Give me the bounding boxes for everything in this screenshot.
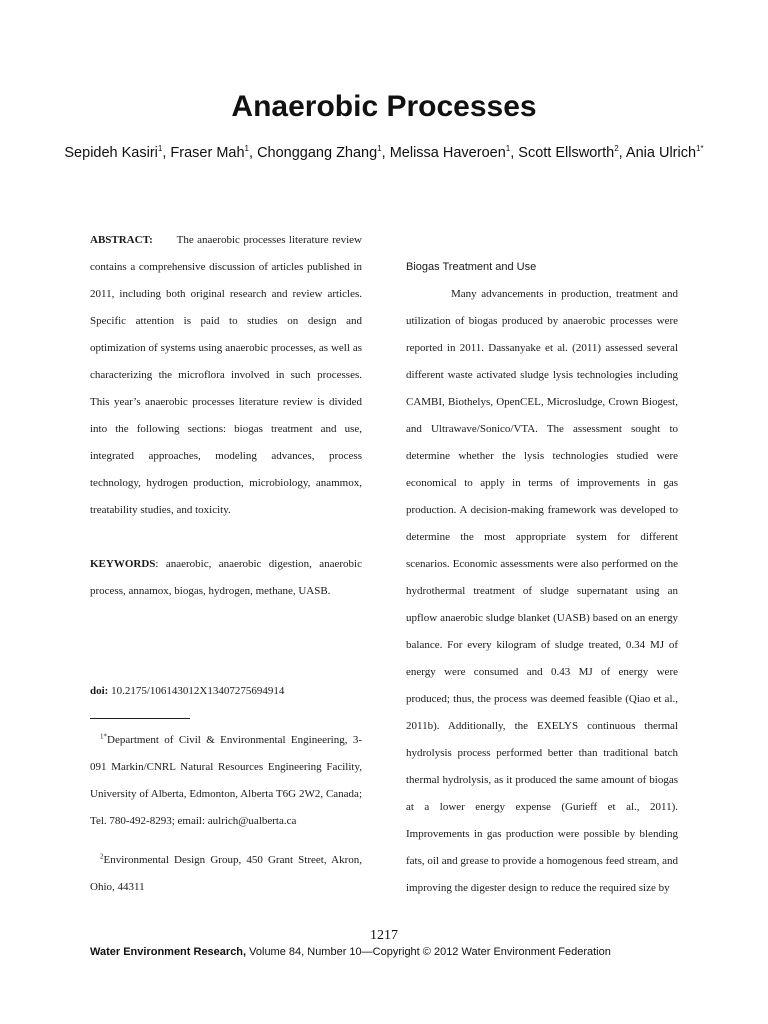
author-affiliation-mark: 1 bbox=[377, 144, 382, 154]
journal-footer bbox=[90, 946, 611, 958]
affiliation-mark: 1* bbox=[100, 732, 107, 741]
author-name: Scott Ellsworth bbox=[518, 145, 615, 161]
keywords bbox=[90, 551, 362, 605]
page-number: 1217 bbox=[370, 928, 398, 943]
keywords-label: KEYWORDS bbox=[90, 558, 156, 570]
author-name: Fraser Mah bbox=[170, 145, 245, 161]
affiliation-mark: 2 bbox=[100, 852, 104, 861]
author-affiliation-mark: 2 bbox=[614, 144, 619, 154]
author-affiliation-mark: 1 bbox=[505, 144, 511, 154]
author-list: Sepideh Kasiri$^1$, Fraser Mah$^1$, Chonggang Zhang$^1$, Melissa Haveroen$^1$, Scott Ellsworth$^2$, Ania Ulrich$^{1*}$ bbox=[64, 144, 704, 161]
author-name: Melissa Haveroen bbox=[389, 145, 506, 161]
author-name: Chonggang Zhang bbox=[257, 145, 378, 161]
author-affiliation-mark: 1 bbox=[157, 144, 163, 154]
keywords-text: : anaerobic, anaerobic digestion, anaerobic process, annamox, biogas, hydrogen, methane, UASB. bbox=[90, 558, 362, 597]
author-name: Sepideh Kasiri bbox=[64, 145, 158, 161]
section-heading: Biogas Treatment and Use bbox=[406, 261, 537, 273]
journal-name: Water Environment Research, bbox=[90, 946, 247, 958]
affiliation-text: Environmental Design Group, 450 Grant Street, Akron, Ohio, 44311 bbox=[90, 854, 362, 893]
author-affiliation-mark: 1* bbox=[696, 144, 704, 154]
abstract-text: The anaerobic processes literature review contains a comprehensive discussion of articles published in 2011, including both original research and review articles. Specific attention is paid to studies on design and optimization of systems using anaerobic processes, as well as characterizing the microflora involved in such processes. This year’s anaerobic processes literature review is divided into the following sections: biogas treatment and use, integrated approaches, modeling advances, process technology, hydrogen production, microbiology, anammox, treatability studies, and toxicity. bbox=[90, 234, 362, 516]
affiliation-1 bbox=[90, 727, 362, 835]
doi-value[interactable]: 10.2175/106143012X13407275694914 bbox=[111, 685, 285, 697]
left-column bbox=[90, 227, 362, 901]
abstract bbox=[90, 227, 362, 524]
right-column bbox=[406, 227, 678, 902]
affiliation-2 bbox=[90, 847, 362, 901]
author-affiliation-mark: 1 bbox=[244, 144, 249, 154]
paper-title: Anaerobic Processes bbox=[231, 90, 537, 123]
footnote-divider bbox=[90, 718, 190, 719]
section-body: Many advancements in production, treatment and utilization of biogas produced by anaerobic processes were reported in 2011. Dassanyake et al. (2011) assessed several different waste activated sludge lysis technologies including CAMBI, Biothelys, OpenCEL, Microsludge, Crown Biogest, and Ultrawave/Sonico/VTA. The assessment sought to determine whether the lysis technologies studied were economical to apply in terms of improvements in gas production. A decision-making framework was developed to determine the most appropriate system for different scenarios. Economic assessments were also performed on the hydrothermal treatment of sludge supernatant using an upflow anaerobic sludge blanket (UASB) based on an energy balance. For every kilogram of sludge treated, 0.34 MJ of energy were consumed and 0.43 MJ of energy were produced; thus, the process was deemed feasible (Qiao et al., 2011b). Additionally, the EXELYS continuous thermal hydrolysis process performed better than traditional batch thermal hydrolysis, as it produced the same amount of biogas at a lower energy expense (Gurieff et al., 2011). Improvements in gas production were possible by blending fats, oil and grease to provide a homogenous feed stream, and improving the digester design to reduce the required size by bbox=[406, 288, 678, 894]
journal-details: Volume 84, Number 10—Copyright © 2012 Water Environment Federation bbox=[246, 946, 611, 958]
abstract-label: ABSTRACT: bbox=[90, 234, 153, 246]
doi bbox=[90, 678, 362, 705]
author-name: Ania Ulrich bbox=[625, 145, 697, 161]
affiliation-text: Department of Civil & Environmental Engineering, 3-091 Markin/CNRL Natural Resources Engineering Facility, University of Alberta, Edmonton, Alberta T6G 2W2, Canada; Tel. 780-492-8293; email: aulrich@ualberta.ca bbox=[90, 734, 362, 827]
doi-label: doi: bbox=[90, 685, 109, 697]
